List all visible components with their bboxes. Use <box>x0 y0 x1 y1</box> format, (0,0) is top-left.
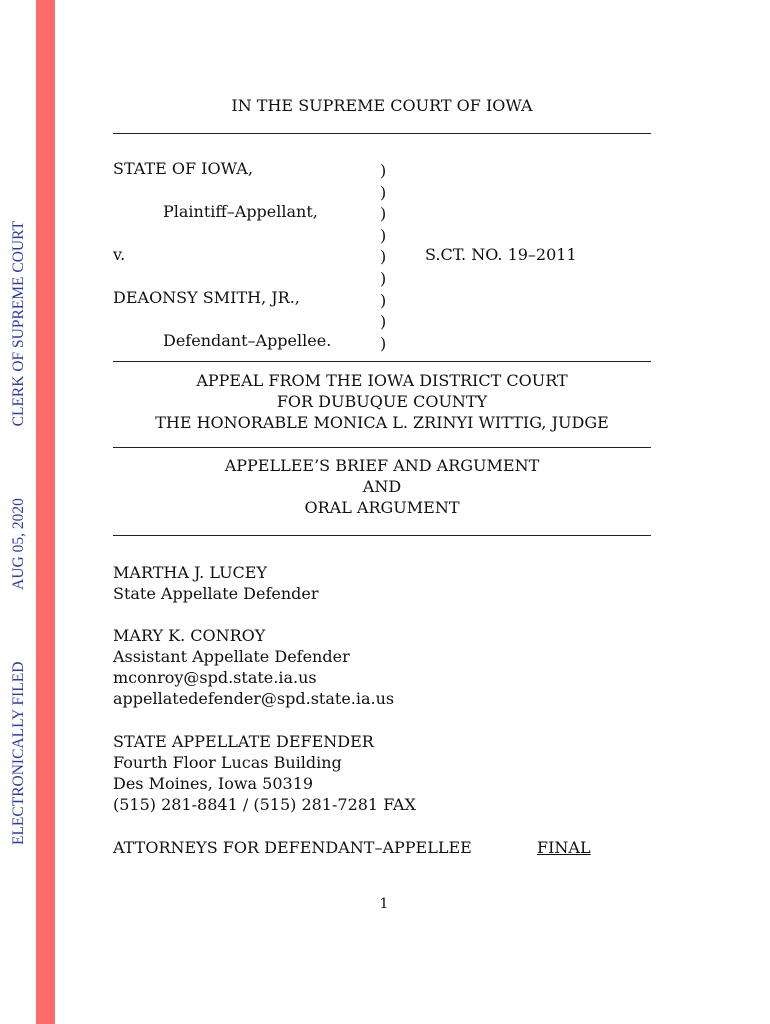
divider <box>113 361 651 362</box>
court-heading: IN THE SUPREME COURT OF IOWA <box>231 96 533 115</box>
paren: ) <box>380 333 387 353</box>
paren: ) <box>380 161 387 180</box>
filing-stamp <box>8 221 30 845</box>
office-address-1: Fourth Floor Lucas Building <box>113 753 342 772</box>
stamp-filed: ELECTRONICALLY FILED <box>10 661 27 845</box>
appeal-line-3: THE HONORABLE MONICA L. ZRINYI WITTIG, JUDGE <box>155 413 609 432</box>
paren: ) <box>380 247 387 267</box>
paren: ) <box>380 204 387 224</box>
appeal-line-1: APPEAL FROM THE IOWA DISTRICT COURT <box>196 371 568 390</box>
divider <box>113 133 651 134</box>
attorney2-name: MARY K. CONROY <box>113 626 266 645</box>
defendant-name: DEAONSY SMITH, JR., <box>113 288 300 307</box>
filing-stripe <box>36 0 55 1024</box>
paren: ) <box>380 290 387 310</box>
office-name: STATE APPELLATE DEFENDER <box>113 732 374 751</box>
attorneys-for: ATTORNEYS FOR DEFENDANT–APPELLEE <box>113 838 472 857</box>
divider <box>113 447 651 448</box>
brief-line-2: AND <box>362 477 402 496</box>
office-email: appellatedefender@spd.state.ia.us <box>113 689 395 708</box>
final-label: FINAL <box>537 838 591 857</box>
divider <box>113 535 651 536</box>
appeal-line-2: FOR DUBUQUE COUNTY <box>276 392 488 411</box>
page-number: 1 <box>379 896 389 912</box>
defendant-role: Defendant–Appellee. <box>163 331 332 350</box>
plaintiff-name: STATE OF IOWA, <box>113 159 253 178</box>
stamp-clerk: CLERK OF SUPREME COURT <box>10 221 27 427</box>
office-phone: (515) 281-8841 / (515) 281-7281 FAX <box>113 795 416 814</box>
paren: ) <box>380 312 387 332</box>
attorney1-name: MARTHA J. LUCEY <box>113 563 268 582</box>
plaintiff-role: Plaintiff–Appellant, <box>163 202 318 221</box>
paren: ) <box>380 225 387 245</box>
paren: ) <box>380 182 387 202</box>
attorney2-title: Assistant Appellate Defender <box>113 647 350 666</box>
attorney1-title: State Appellate Defender <box>113 584 319 603</box>
office-address-2: Des Moines, Iowa 50319 <box>113 774 314 793</box>
caption-parens <box>380 160 386 354</box>
case-number: S.CT. NO. 19–2011 <box>425 245 577 264</box>
brief-line-1: APPELLEE’S BRIEF AND ARGUMENT <box>224 456 540 475</box>
paren: ) <box>380 268 387 288</box>
attorney2-email: mconroy@spd.state.ia.us <box>113 668 317 687</box>
versus: v. <box>113 245 126 264</box>
stamp-date: AUG 05, 2020 <box>10 498 27 590</box>
brief-line-3: ORAL ARGUMENT <box>304 498 460 517</box>
